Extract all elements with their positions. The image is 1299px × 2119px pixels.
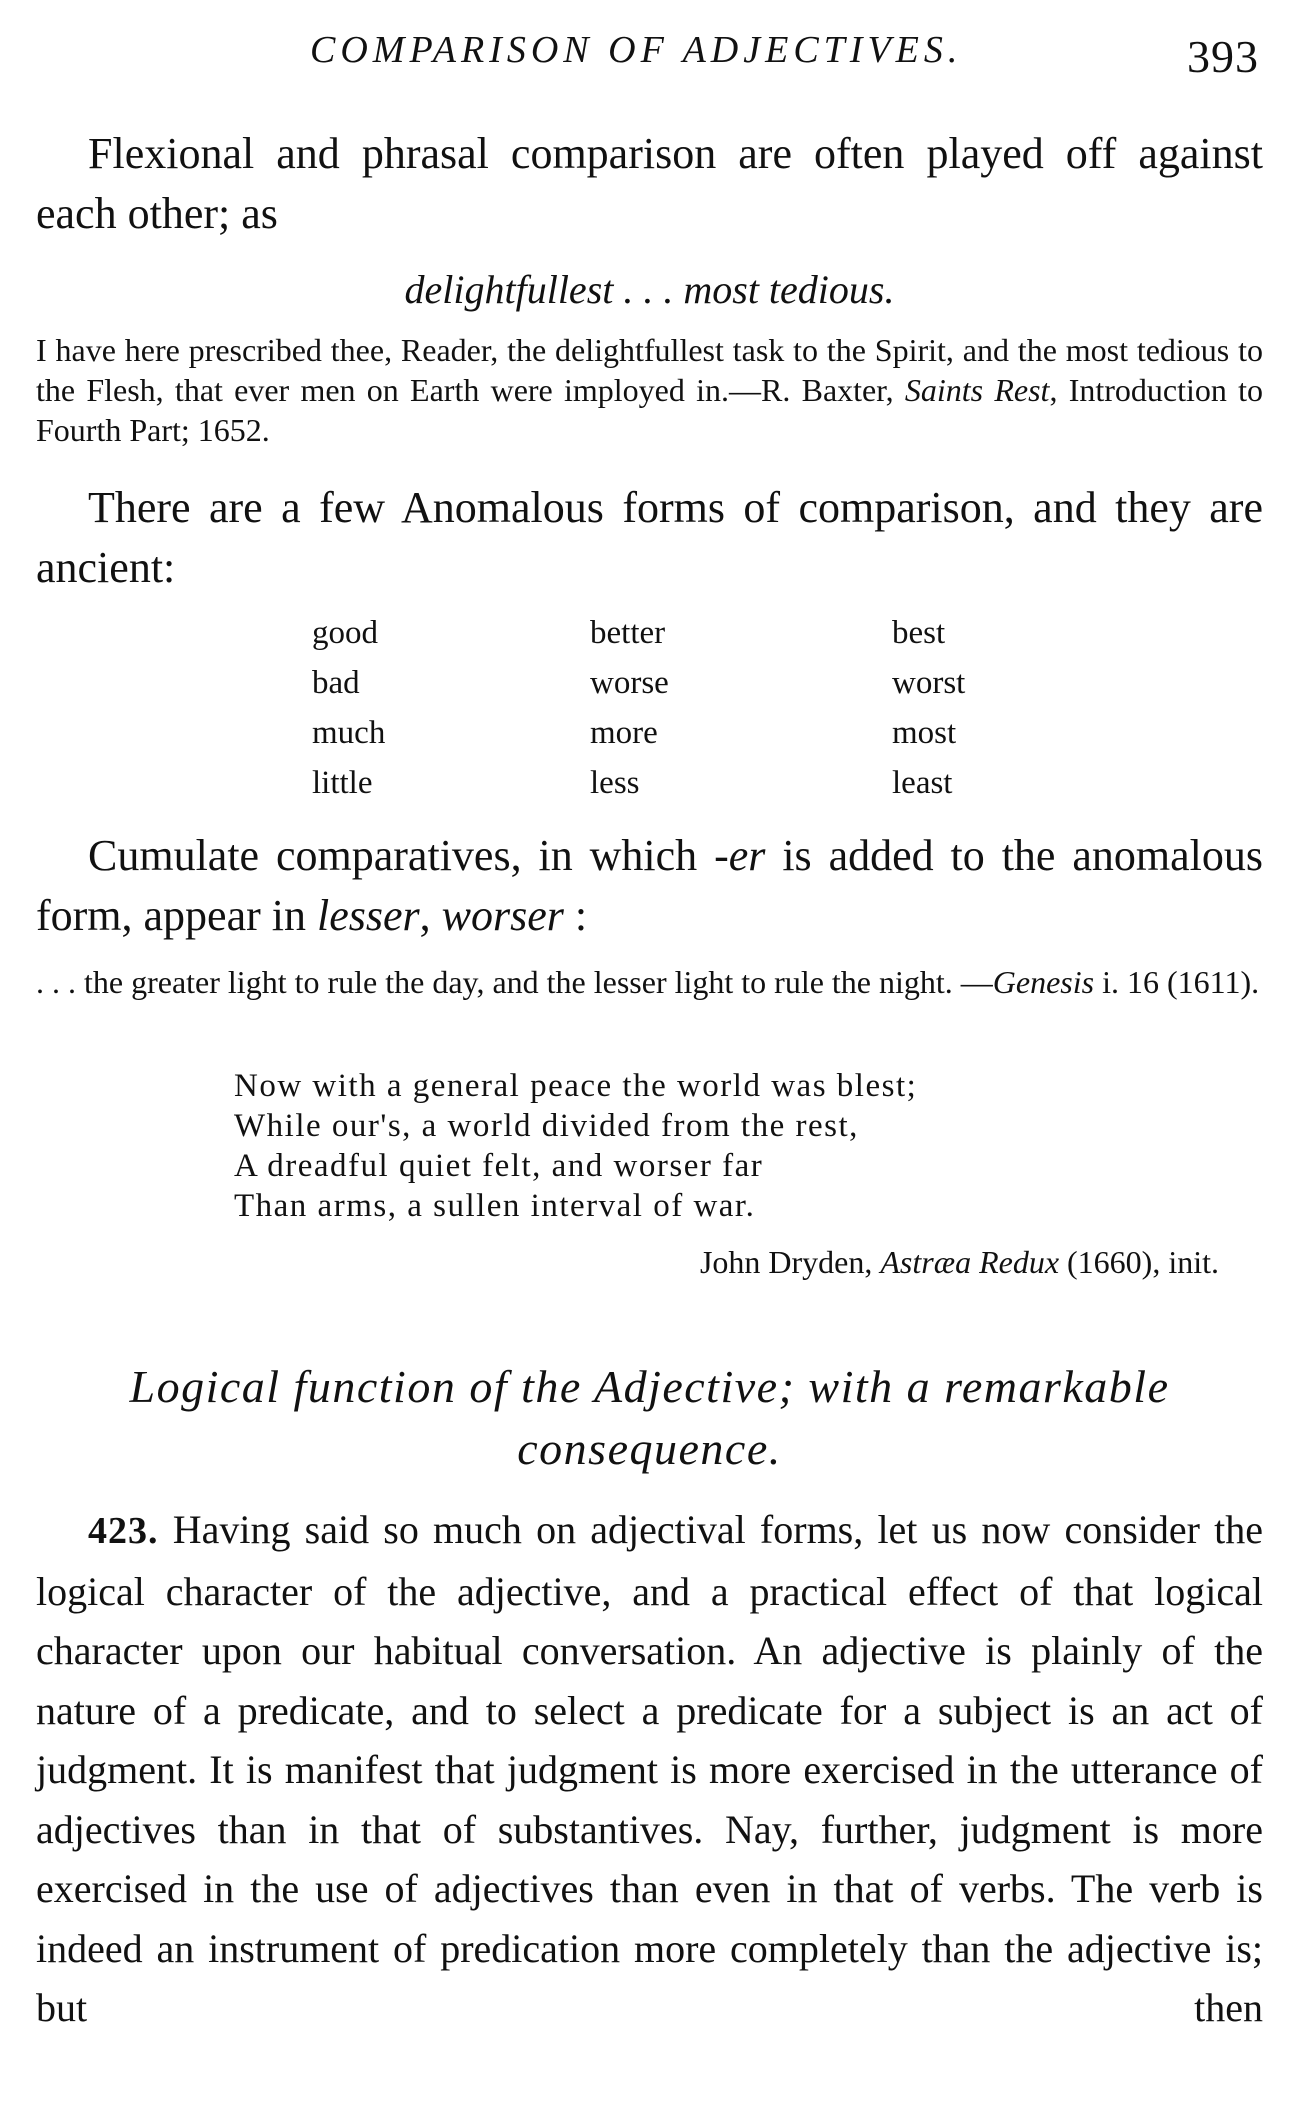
- section-body: Having said so much on adjectival forms, let us now consider the logical character of the adjective, and a practical effect of that logical character upon our habitual conversation. An adjective is plainly of the nature of a predicate, and to select a predicate for a subject is an act of judgment. It is manifest that judgment is more exercised in the utterance of adjectives than in that of substantives. Nay, further, judgment is more exercised in the use of adjectives than even in that of verbs. The verb is indeed an instrument of predication more completely than the adjective is; but then: [36, 1507, 1264, 2030]
- dryden-verse: [234, 1066, 1234, 1226]
- table-cell: best: [892, 614, 946, 651]
- section-heading-line: Logical function of the Adjective; with a remarkable: [129, 1361, 1170, 1412]
- table-cell: more: [590, 714, 658, 751]
- verse-line: A dreadful quiet felt, and worser far: [234, 1148, 764, 1184]
- table-cell: most: [892, 714, 957, 751]
- cumulate-mid: is added to the anomalous form, appear in: [36, 831, 1264, 940]
- intro-paragraph: [36, 124, 1263, 244]
- table-row: [312, 658, 965, 708]
- anomalous-text: There are a few Anomalous forms of comparison, and they are ancient:: [36, 483, 1263, 592]
- table-cell: better: [590, 614, 666, 651]
- verse-tail: (1660), init.: [1067, 1244, 1219, 1280]
- table-cell: much: [312, 714, 386, 751]
- table-cell: good: [312, 614, 378, 651]
- cumulate-separator: ,: [419, 891, 431, 940]
- verse-line: Than arms, a sullen interval of war.: [234, 1188, 756, 1224]
- section-heading: [0, 1356, 1299, 1480]
- anomalous-paragraph: [36, 478, 1263, 598]
- genesis-quote-ref: i. 16 (1611).: [1102, 964, 1260, 1000]
- table-row: [312, 608, 965, 658]
- cumulate-paragraph: [36, 826, 1263, 946]
- table-cell: little: [312, 764, 373, 801]
- table-cell: less: [590, 764, 640, 801]
- verse-work: Astræa Redux: [880, 1244, 1060, 1280]
- intro-text: Flexional and phrasal comparison are often played off against each other; as: [36, 129, 1263, 238]
- baxter-quotation: [36, 330, 1263, 450]
- cumulate-end: :: [574, 891, 588, 940]
- section-number: 423.: [88, 1510, 159, 1552]
- baxter-quote-work: Saints Rest: [904, 372, 1050, 408]
- verse-author: John Dryden,: [699, 1244, 873, 1280]
- table-row: [312, 758, 965, 808]
- example-phrase: delightfullest . . . most tedious.: [404, 267, 895, 312]
- cumulate-word-lesser: lesser: [317, 891, 420, 940]
- genesis-quote-text: . . . the greater light to rule the day, and the lesser light to rule the night. —: [36, 964, 993, 1000]
- baxter-quote-text: I have here prescribed thee, Reader, the delightfullest task to the Spirit, and the most tedious to the Flesh, that ever men on Earth were imployed in.—R. Baxter,: [36, 332, 1263, 408]
- genesis-quotation: [36, 962, 1263, 1002]
- section-heading-line: consequence.: [517, 1423, 782, 1474]
- verse-line: Now with a general peace the world was blest;: [234, 1068, 918, 1104]
- table-cell: worse: [590, 664, 669, 701]
- cumulate-lead: Cumulate comparatives, in which: [88, 831, 698, 880]
- cumulate-suffix: -er: [714, 831, 766, 880]
- cumulate-word-worser: worser: [441, 891, 564, 940]
- baxter-quote-tail: , Introduction to Fourth Part; 1652.: [36, 372, 1264, 448]
- verse-attribution: [700, 1244, 1219, 1281]
- table-cell: bad: [312, 664, 360, 701]
- anomalous-forms-table: [312, 608, 965, 808]
- genesis-quote-book: Genesis: [992, 964, 1095, 1000]
- page-number: 393: [1187, 31, 1259, 82]
- running-title: COMPARISON OF ADJECTIVES.: [310, 29, 963, 71]
- table-row: [312, 708, 965, 758]
- section-423-paragraph: [36, 1500, 1263, 2038]
- verse-line: While our's, a world divided from the rest,: [234, 1108, 859, 1144]
- table-cell: least: [892, 764, 953, 801]
- table-cell: worst: [892, 664, 966, 701]
